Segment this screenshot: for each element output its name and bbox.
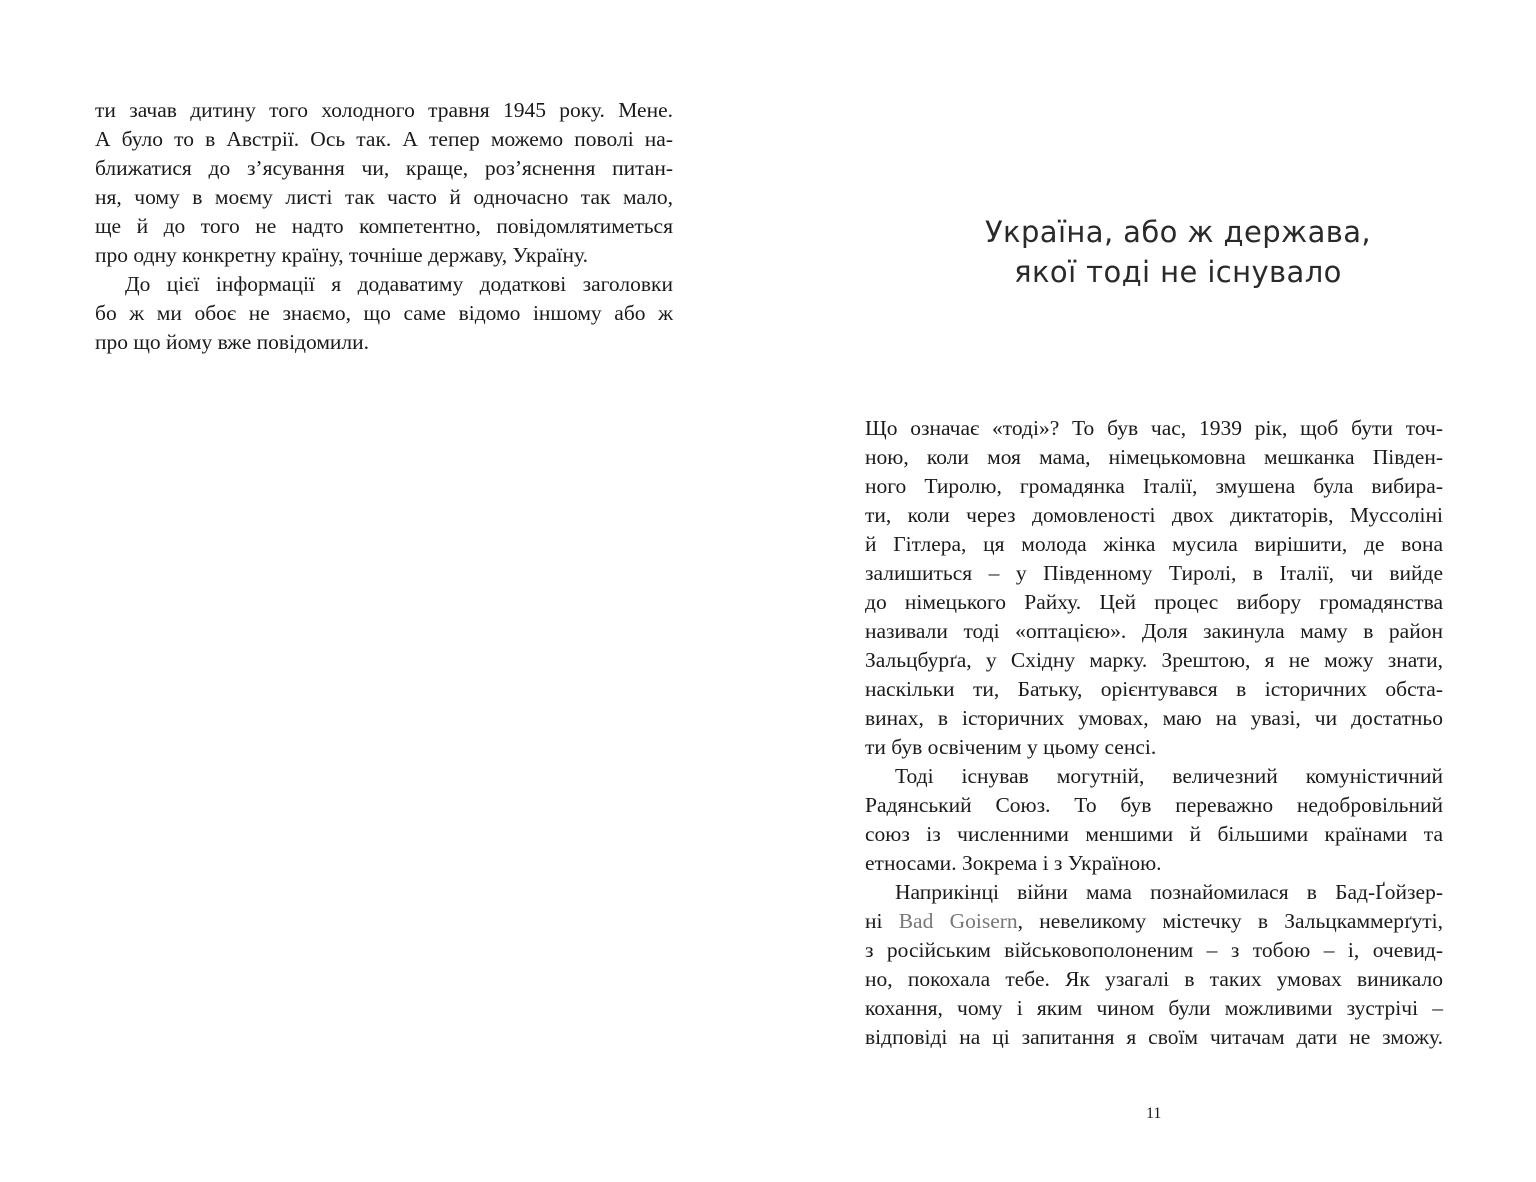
text-line: з російським військовополоненим – з тобою – і, очевид- [865,938,1443,962]
text-line: ня, чому в моєму листі так часто й одночасно так мало, [95,185,673,209]
text-line: етносами. Зокрема і з Україною. [865,851,1162,875]
text-line: й Гітлера, ця молода жінка мусила вирішити, де вона [865,532,1443,556]
text-line: но, покохала тебе. Як узагалі в таких умовах виникало [865,967,1443,991]
text-line: союз із численними меншими й більшими країнами та [865,822,1443,846]
text-line: відповіді на ці запитання я своїм читачам дати не зможу. [865,1025,1443,1049]
text-line: ною, коли моя мама, німецькомовна мешканка Півден- [865,445,1443,469]
text-line: до німецького Райху. Цей процес вибору громадянства [865,590,1443,614]
text-line: про одну конкретну країну, точніше державу, Україну. [95,243,589,267]
page-number: 11 [1146,1105,1162,1122]
text-line: А було то в Австрії. Ось так. А тепер можемо поволі на- [95,127,673,151]
text-line: Що означає «тоді»? То був час, 1939 рік, щоб бути точ- [865,416,1443,440]
text-line: ще й до того не надто компетентно, повідомлятиметься [95,214,673,238]
text-fragment: , невеликому містечку в Зальцкаммерґуті, [1017,909,1443,933]
text-line: залишиться – у Південному Тиролі, в Італії, чи вийде [865,561,1443,585]
chapter-title [808,212,1536,292]
text-fragment: ні [865,909,883,933]
text-line: Радянський Союз. То був переважно недобровільний [865,793,1443,817]
text-line: ти був освіченим у цьому сенсі. [865,735,1157,759]
latin-place-name: Bad Goisern [898,909,1018,933]
text-line: Наприкінці війни мама познайомилася в Бад-Ґойзер- [895,880,1443,904]
text-line: ти зачав дитину того холодного травня 1945 року. Мене. [95,98,673,122]
chapter-title-line: якої тоді не існувало [1014,255,1342,289]
chapter-title-line: Україна, або ж держава, [984,215,1372,249]
text-line: До цієї інформації я додаватиму додаткові заголовки [125,272,673,296]
text-line: ближатися до з’ясування чи, краще, роз’яснення питан- [95,156,673,180]
text-line: Зальцбурґа, у Східну марку. Зрештою, я не можу знати, [865,648,1443,672]
text-line: Тоді існував могутній, величезний комуністичний [895,764,1443,788]
text-line: бо ж ми обоє не знаємо, що саме відомо іншому або ж [95,301,673,325]
right-body-text [865,414,1443,1052]
left-body-text [95,96,673,357]
right-page [768,0,1536,1182]
text-line: кохання, чому і яким чином були можливими зустрічі – [865,996,1443,1020]
text-line [865,907,1443,936]
text-line: наскільки ти, Батьку, орієнтувався в історичних обста- [865,677,1443,701]
text-line: називали тоді «оптацією». Доля закинула маму в район [865,619,1443,643]
text-line: ти, коли через домовленості двох диктаторів, Муссоліні [865,503,1443,527]
text-line: ного Тиролю, громадянка Італії, змушена була вибира- [865,474,1443,498]
text-line: винах, в історичних умовах, маю на увазі, чи достатньо [865,706,1443,730]
text-line: про що йому вже повідомили. [95,330,370,354]
